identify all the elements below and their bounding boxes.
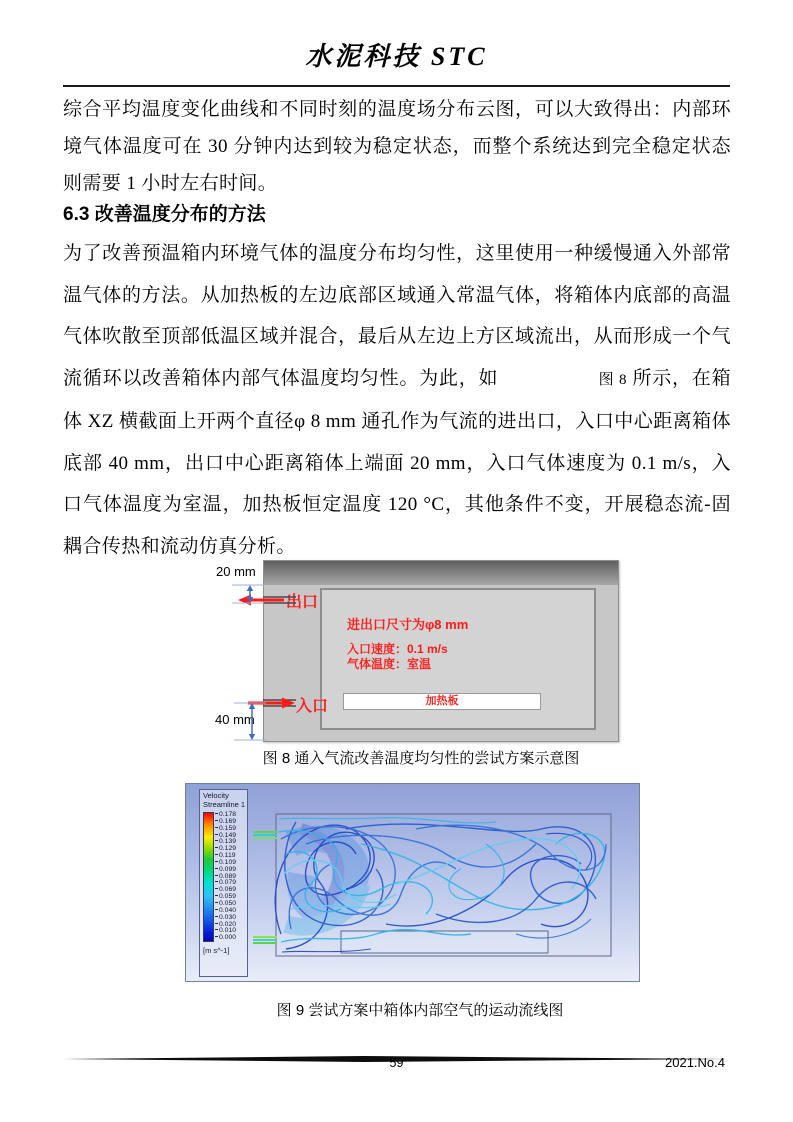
issue-number: 2021.No.4 bbox=[665, 1055, 725, 1070]
heater-plate-label: 加热板 bbox=[343, 693, 541, 710]
colorbar-tick: 0.149 bbox=[215, 833, 236, 840]
legend-title-line1: Velocity bbox=[203, 791, 229, 800]
header-rule bbox=[63, 85, 730, 87]
colorbar-tick: 0.030 bbox=[215, 915, 236, 922]
outlet-stub bbox=[253, 832, 277, 838]
paragraph-summary: 综合平均温度变化曲线和不同时刻的温度场分布云图，可以大致得出：内部环境气体温度可在 30 分钟内达到较为稳定状态，而整个系统达到完全稳定状态则需要 1 小时左右时间。 bbox=[63, 99, 731, 194]
journal-title: 水泥科技 STC bbox=[305, 42, 488, 71]
streamline-canvas bbox=[186, 784, 639, 981]
colorbar-tick: 0.099 bbox=[215, 867, 236, 874]
colorbar-tick: 0.109 bbox=[215, 860, 236, 867]
figure9-caption: 图 9 尝试方案中箱体内部空气的运动流线图 bbox=[276, 1002, 564, 1019]
colorbar-tick: 0.010 bbox=[215, 928, 236, 935]
colorbar-tick: 0.139 bbox=[215, 839, 236, 846]
colorbar-tick: 0.050 bbox=[215, 901, 236, 908]
gas-temperature-note: 气体温度：室温 bbox=[347, 657, 432, 671]
colorbar-tick: 0.159 bbox=[215, 826, 236, 833]
dimension-20mm-arrow bbox=[232, 585, 264, 603]
colorbar-tick: 0.020 bbox=[215, 922, 236, 929]
figure8-reference: 图 8 bbox=[598, 371, 627, 388]
colorbar-tick: 0.129 bbox=[215, 846, 236, 853]
legend-title-line2: Streamline 1 bbox=[203, 799, 246, 809]
page-number: 59 bbox=[389, 1056, 404, 1070]
colorbar-tick: 0.000 bbox=[215, 935, 236, 942]
paragraph-method-part2: 所示，在箱体 XZ 横截面上开两个直径φ 8 mm 通孔作为气流的进出口，入口中心距离箱体底部 40 mm，出口中心距离箱体上端面 20 mm，入口气体速度为 0.1 m/s，入口气体温度为室温，加热板恒定温度 120 °C，其他条件不变，开展稳态流-固耦合传热和流动仿真分析。 bbox=[63, 367, 731, 557]
colorbar-tick: 0.069 bbox=[215, 887, 236, 894]
port-size-note: 进出口尺寸为φ8 mm bbox=[347, 617, 469, 632]
inlet-label: 入口 bbox=[296, 698, 329, 715]
figure9-streamline-plot bbox=[185, 783, 640, 982]
colorbar-tick: 0.040 bbox=[215, 908, 236, 915]
dimension-40mm-label: 40 mm bbox=[215, 712, 255, 727]
paragraph-method-part1: 为了改善预温箱内环境气体的温度分布均匀性，这里使用一种缓慢通入外部常温气体的方法。从加热板的左边底部区域通入常温气体，将箱体内底部的高温气体吹散至顶部低温区域并混合，最后从左边上方区域流出，从而形成一个气流循环以改善箱体内部气体温度均匀性。为此，如 bbox=[63, 243, 731, 389]
box-top-lid bbox=[264, 561, 618, 585]
figure8-caption: 图 8 通入气流改善温度均匀性的尝试方案示意图 bbox=[262, 750, 580, 767]
colorbar-tick: 0.119 bbox=[215, 853, 236, 860]
colorbar-tick-labels bbox=[215, 812, 236, 942]
colorbar-tick: 0.178 bbox=[215, 812, 236, 819]
paragraph-method bbox=[63, 233, 731, 567]
colorbar-legend bbox=[199, 789, 248, 977]
legend-unit: [m s^-1] bbox=[203, 946, 230, 955]
colorbar-tick: 0.169 bbox=[215, 819, 236, 826]
figure8-schematic bbox=[210, 553, 632, 747]
colorbar-tick: 0.059 bbox=[215, 894, 236, 901]
velocity-colorbar bbox=[203, 812, 214, 942]
outlet-label: 出口 bbox=[286, 594, 319, 611]
colorbar-tick: 0.089 bbox=[215, 874, 236, 881]
dimension-20mm-label: 20 mm bbox=[216, 564, 256, 579]
inlet-velocity-note: 入口速度：0.1 m/s bbox=[347, 642, 448, 656]
colorbar-tick: 0.079 bbox=[215, 880, 236, 887]
section-heading: 6.3 改善温度分布的方法 bbox=[63, 204, 266, 225]
inlet-stub bbox=[253, 937, 277, 943]
box-inner-cavity bbox=[320, 588, 596, 730]
